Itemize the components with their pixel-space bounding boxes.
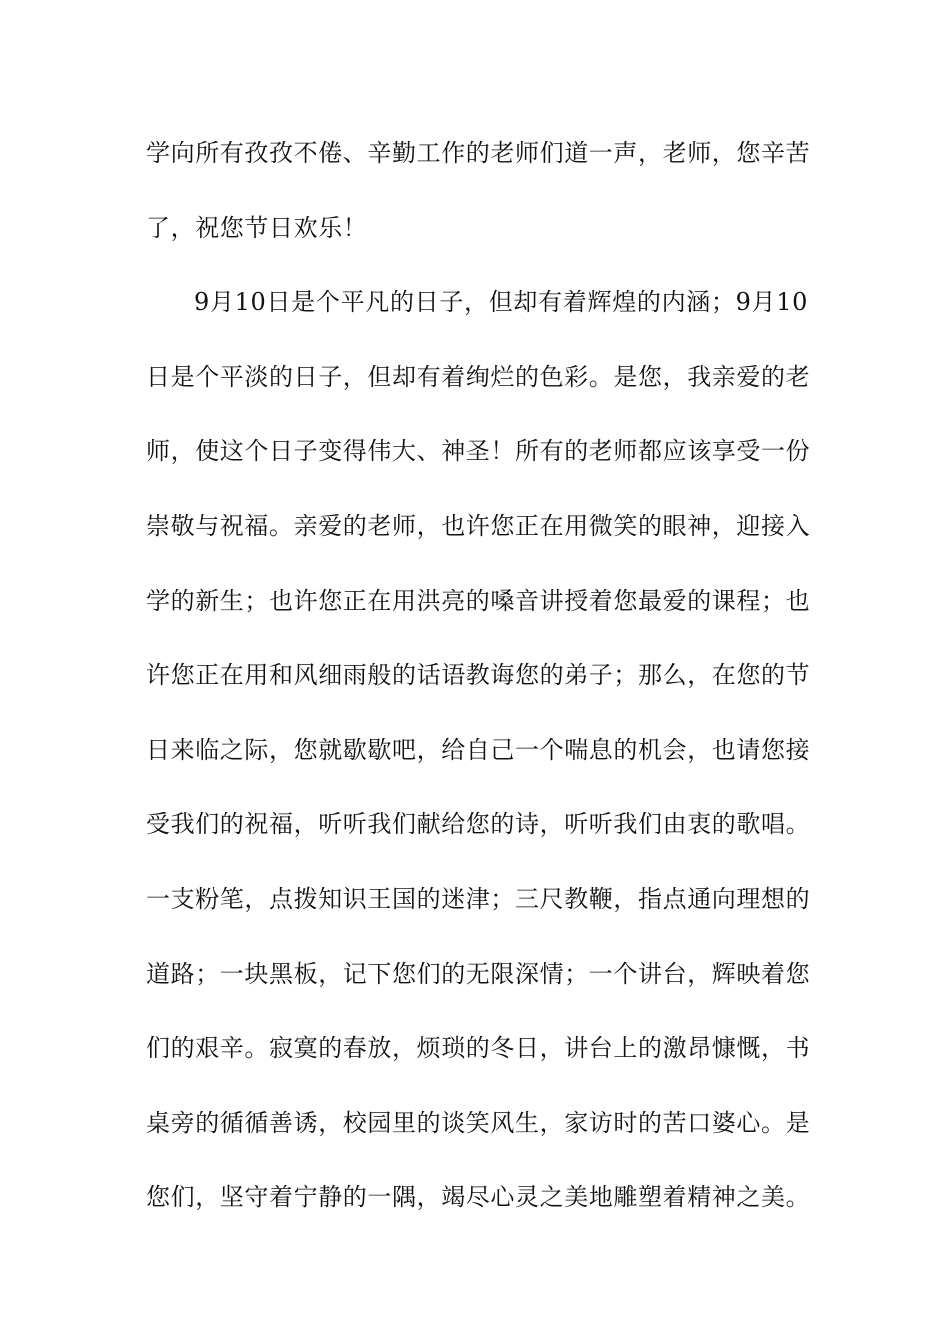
text-line: 受我们的祝福，听听我们献给您的诗，听听我们由衷的歌唱。 [146, 810, 811, 839]
text-line: 学的新生；也许您正在用洪亮的嗓音讲授着您最爱的课程；也 [146, 586, 811, 615]
text-line: 了，祝您节日欢乐！ [146, 213, 368, 242]
text-line: 一支粉笔，点拨知识王国的迷津；三尺教鞭，指点通向理想的 [146, 884, 811, 913]
text-line: 师，使这个日子变得伟大、神圣！所有的老师都应该享受一份 [146, 437, 811, 466]
text-line: 崇敬与祝福。亲爱的老师，也许您正在用微笑的眼神，迎接入 [146, 511, 811, 540]
text-line: 日是个平淡的日子，但却有着绚烂的色彩。是您，我亲爱的老 [146, 362, 811, 391]
text-line: 道路；一块黑板，记下您们的无限深情；一个讲台，辉映着您 [146, 959, 811, 988]
text-line: 许您正在用和风细雨般的话语教诲您的弟子；那么，在您的节 [146, 661, 811, 690]
text-line: 桌旁的循循善诱，校园里的谈笑风生，家访时的苦口婆心。是 [146, 1108, 811, 1137]
body-text [146, 116, 811, 1235]
text-line: 日来临之际，您就歇歇吧，给自己一个喘息的机会，也请您接 [146, 735, 811, 764]
text-line: 们的艰辛。寂寞的春放，烦琐的冬日，讲台上的激昂慷慨，书 [146, 1034, 811, 1063]
text-line: 您们，坚守着宁静的一隅，竭尽心灵之美地雕塑着精神之美。 [146, 1183, 811, 1212]
text-line: 学向所有孜孜不倦、辛勤工作的老师们道一声，老师，您辛苦 [146, 139, 811, 167]
text-line: 9月10日是个平凡的日子，但却有着辉煌的内涵；9月10 [194, 288, 808, 317]
